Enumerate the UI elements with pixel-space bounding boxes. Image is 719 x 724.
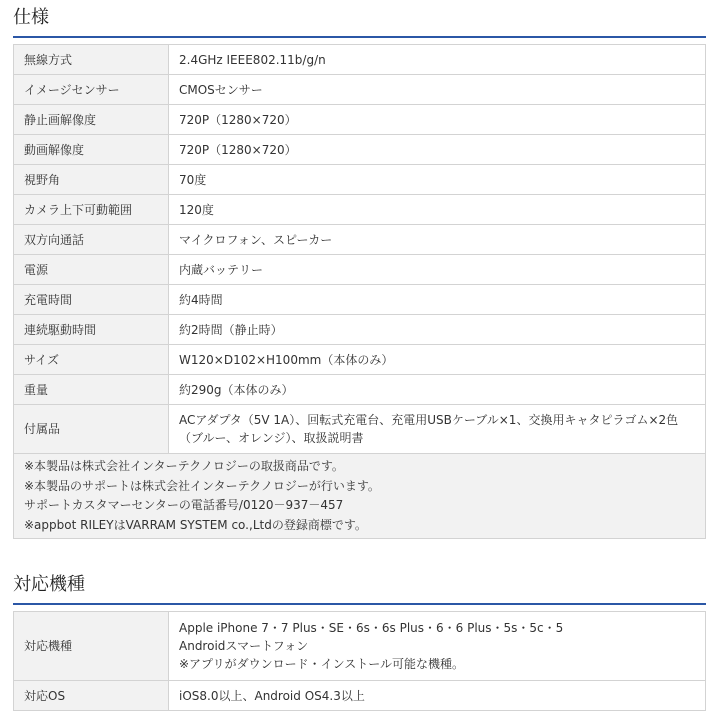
spec-label: 視野角 bbox=[14, 165, 169, 195]
compat-value bbox=[169, 612, 706, 681]
spec-row-run-time bbox=[14, 315, 706, 345]
spec-label: 充電時間 bbox=[14, 285, 169, 315]
spec-row-image-sensor bbox=[14, 75, 706, 105]
compat-row-os bbox=[14, 681, 706, 711]
spec-row-wireless bbox=[14, 45, 706, 75]
spec-value: マイクロフォン、スピーカー bbox=[169, 225, 706, 255]
spec-row-power bbox=[14, 255, 706, 285]
note-line: ※appbot RILEYはVARRAM SYSTEM co.,Ltdの登録商標です。 bbox=[24, 517, 367, 532]
spec-label: 動画解像度 bbox=[14, 135, 169, 165]
accessories-line: （ブルー、オレンジ）、取扱説明書 bbox=[179, 431, 364, 445]
spec-row-accessories bbox=[14, 405, 706, 454]
compat-section-title: 対応機種 bbox=[13, 574, 706, 605]
spec-label: 双方向通話 bbox=[14, 225, 169, 255]
spec-value bbox=[169, 405, 706, 454]
spec-row-tilt-range bbox=[14, 195, 706, 225]
spec-row-video-resolution bbox=[14, 135, 706, 165]
spec-value: 70度 bbox=[169, 165, 706, 195]
spec-label: 付属品 bbox=[14, 405, 169, 454]
spec-value: 内蔵バッテリー bbox=[169, 255, 706, 285]
spec-row-weight bbox=[14, 375, 706, 405]
spec-row-still-resolution bbox=[14, 105, 706, 135]
models-line: ※アプリがダウンロード・インストール可能な機種。 bbox=[179, 657, 464, 671]
spec-value: 約4時間 bbox=[169, 285, 706, 315]
spec-label: 連続駆動時間 bbox=[14, 315, 169, 345]
compat-table bbox=[13, 611, 706, 711]
spec-row-size bbox=[14, 345, 706, 375]
spec-value: CMOSセンサー bbox=[169, 75, 706, 105]
spec-value: 720P（1280×720） bbox=[169, 135, 706, 165]
spec-label: イメージセンサー bbox=[14, 75, 169, 105]
note-line: ※本製品は株式会社インターテクノロジーの取扱商品です。 bbox=[24, 459, 344, 473]
note-line: ※本製品のサポートは株式会社インターテクノロジーが行います。 bbox=[24, 478, 380, 493]
spec-value: 約290g（本体のみ） bbox=[169, 375, 706, 405]
spec-row-two-way-call bbox=[14, 225, 706, 255]
spec-value: 720P（1280×720） bbox=[169, 105, 706, 135]
spec-table bbox=[13, 44, 706, 539]
spec-label: 静止画解像度 bbox=[14, 105, 169, 135]
spec-label: カメラ上下可動範囲 bbox=[14, 195, 169, 225]
spec-row-charge-time bbox=[14, 285, 706, 315]
spec-label: 重量 bbox=[14, 375, 169, 405]
spec-label: 無線方式 bbox=[14, 45, 169, 75]
note-line: サポートカスタマーセンターの電話番号/0120－937－457 bbox=[24, 498, 344, 512]
spec-value: 2.4GHz IEEE802.11b/g/n bbox=[169, 45, 706, 75]
spec-value: W120×D102×H100mm（本体のみ） bbox=[169, 345, 706, 375]
spec-section-title: 仕様 bbox=[13, 7, 706, 38]
compat-value: iOS8.0以上、Android OS4.3以上 bbox=[169, 681, 706, 711]
compat-row-models bbox=[14, 612, 706, 681]
spec-notes-row bbox=[14, 454, 706, 539]
accessories-line: ACアダプタ（5V 1A）、回転式充電台、充電用USBケーブル×1、交換用キャタピラゴム×2色 bbox=[179, 413, 679, 427]
spec-row-field-of-view bbox=[14, 165, 706, 195]
compat-label: 対応OS bbox=[14, 681, 169, 711]
spec-value: 120度 bbox=[169, 195, 706, 225]
models-line: Apple iPhone 7・7 Plus・SE・6s・6s Plus・6・6 Plus・5s・5c・5 bbox=[179, 621, 564, 635]
spec-label: 電源 bbox=[14, 255, 169, 285]
models-line: Androidスマートフォン bbox=[179, 639, 309, 653]
compat-label: 対応機種 bbox=[14, 612, 169, 681]
spec-notes bbox=[14, 454, 706, 539]
spec-value: 約2時間（静止時） bbox=[169, 315, 706, 345]
spec-label: サイズ bbox=[14, 345, 169, 375]
